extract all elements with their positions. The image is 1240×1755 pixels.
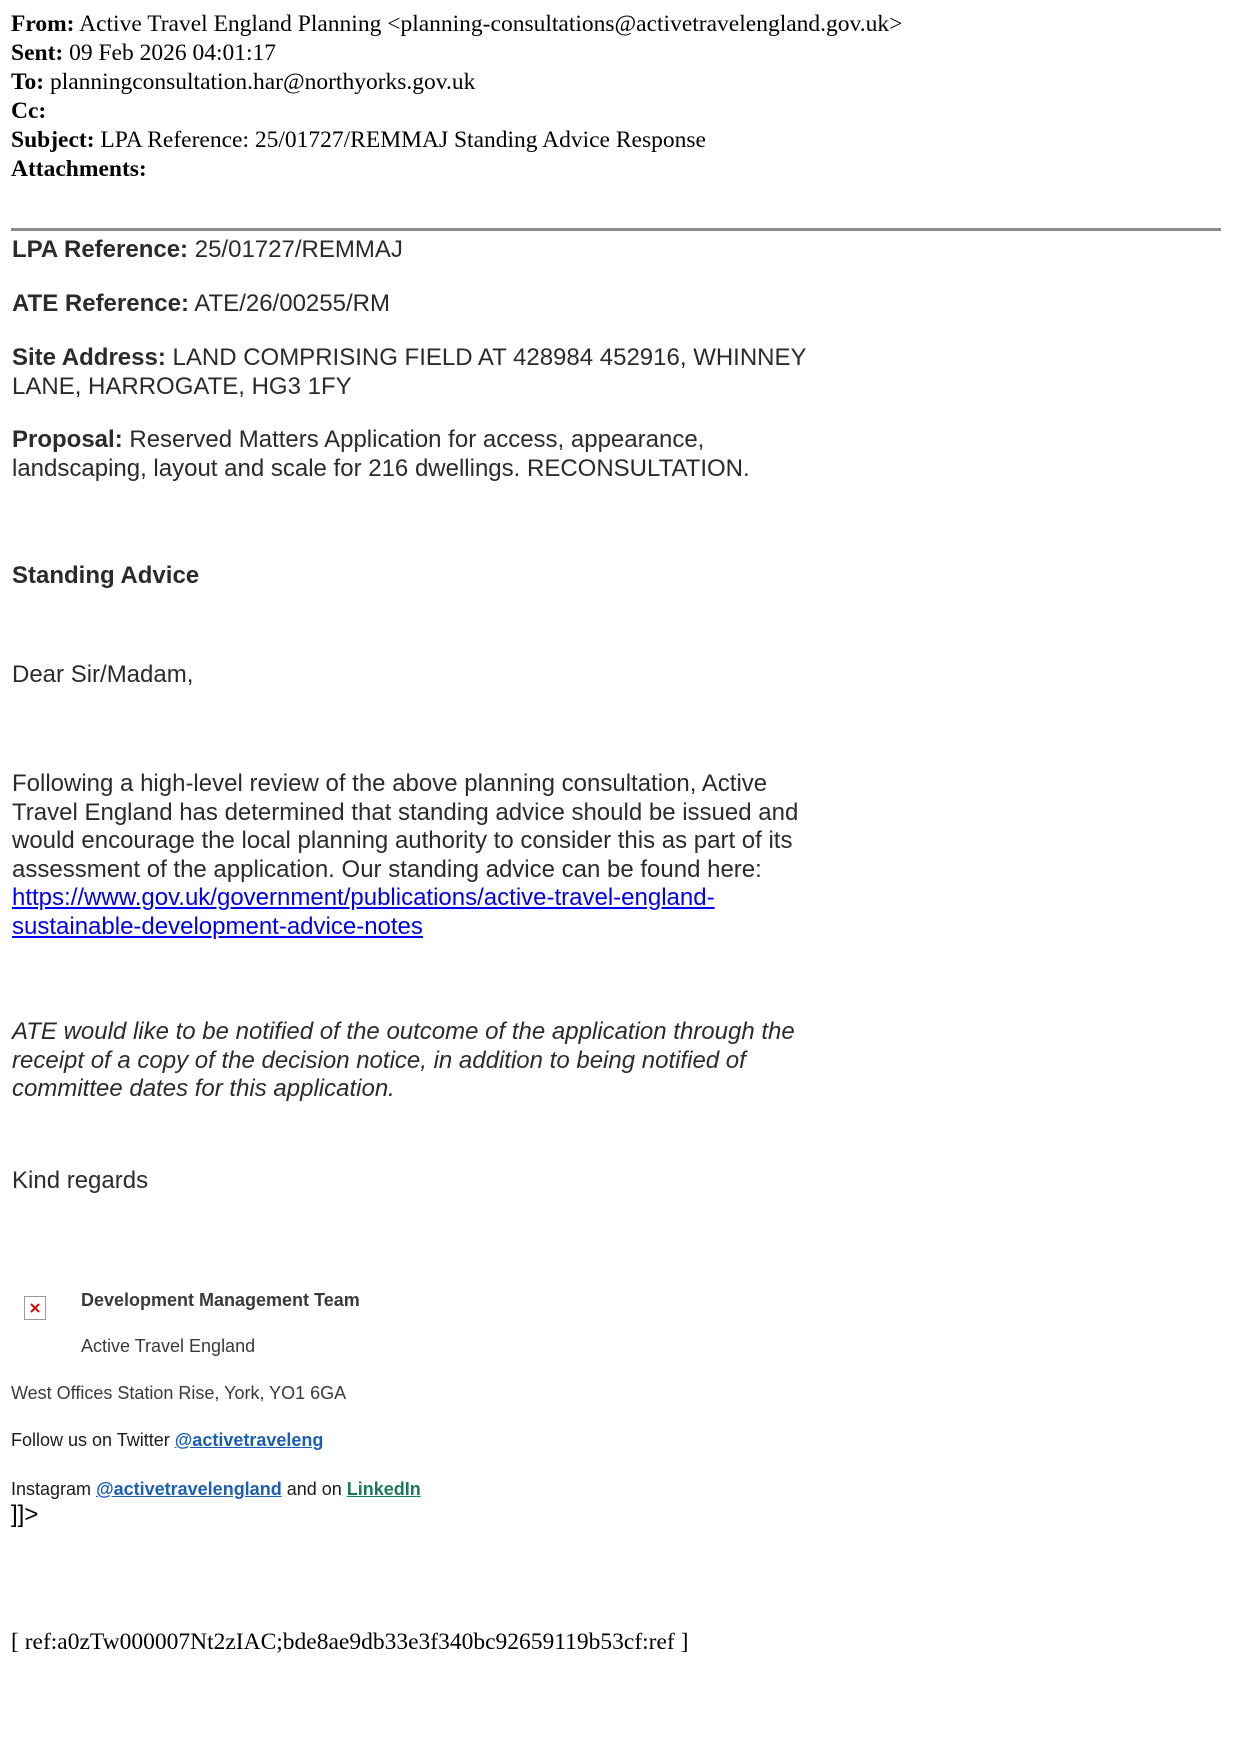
sent-label: Sent: [11,40,64,66]
instagram-line [11,1479,421,1500]
attachments-row [11,155,902,184]
advice-notes-link[interactable] [12,884,715,940]
salutation: Dear Sir/Madam, [12,661,194,688]
sent-row [11,39,902,68]
proposal-line1: Reserved Matters Application for access, appearance, [129,426,705,453]
para-line2: Travel England has determined that standing advice should be issued and [12,798,799,826]
from-row [11,10,902,39]
twitter-line [11,1430,323,1451]
broken-image-icon [24,1296,46,1320]
subject-value: LPA Reference: 25/01727/REMMAJ Standing Advice Response [100,127,706,153]
site-address [12,344,872,401]
reference-token: [ ref:a0zTw000007Nt2zIAC;bde8ae9db33e3f340bc92659119b53cf:ref ] [11,1629,689,1655]
attachments-label: Attachments: [11,156,147,182]
signature-address: West Offices Station Rise, York, YO1 6GA [11,1383,347,1403]
to-value: planningconsultation.har@northyorks.gov.uk [49,69,476,95]
lpa-ref-label: LPA Reference: [12,236,189,263]
link-line2[interactable]: sustainable-development-advice-notes [12,912,423,940]
lpa-ref-value: 25/01727/REMMAJ [194,236,403,263]
broken-image-x-icon [30,1303,40,1313]
site-line2: LANE, HARROGATE, HG3 1FY [12,372,352,400]
standing-advice-heading: Standing Advice [12,562,200,589]
ate-reference [12,290,872,319]
linkedin-link[interactable]: LinkedIn [346,1479,421,1499]
italic-line3: committee dates for this application. [12,1075,395,1102]
email-header [11,10,902,184]
ate-ref-value: ATE/26/00255/RM [194,290,390,317]
advice-paragraph [12,770,872,941]
site-line1: LAND COMPRISING FIELD AT 428984 452916, WHINNEY [172,344,807,371]
cc-row [11,97,902,126]
closing: Kind regards [12,1167,149,1194]
para-line1: Following a high-level review of the above planning consultation, Active [12,770,768,797]
proposal-label: Proposal: [12,426,123,453]
proposal-line2: landscaping, layout and scale for 216 dwellings. RECONSULTATION. [12,454,750,482]
to-row [11,68,902,97]
section-heading [12,562,872,591]
italic-line1: ATE would like to be notified of the outcome of the application through the [12,1018,795,1045]
twitter-prefix: Follow us on Twitter [11,1430,170,1450]
signature-team: Development Management Team [81,1290,360,1310]
and-on-text: and on [286,1479,342,1499]
signature-org: Active Travel England [81,1336,256,1356]
para-line3: would encourage the local planning authority to consider this as part of its [12,827,793,854]
sent-value: 09 Feb 2026 04:01:17 [69,40,277,66]
instagram-prefix: Instagram [11,1479,92,1499]
stray-cdata-text: ]]> [11,1501,39,1528]
header-divider [11,228,1221,231]
link-line1[interactable]: https://www.gov.uk/government/publications/active-travel-england- [12,884,715,911]
italic-line2: receipt of a copy of the decision notice, in addition to being notified of [12,1046,746,1074]
to-label: To: [11,69,45,95]
para-line4: assessment of the application. Our standing advice can be found here: [12,855,762,883]
from-label: From: [11,11,75,37]
lpa-reference [12,236,872,265]
subject-row [11,126,902,155]
notification-request [12,1018,872,1104]
subject-label: Subject: [11,127,95,153]
cc-label: Cc: [11,98,47,124]
site-label: Site Address: [12,344,166,371]
ate-ref-label: ATE Reference: [12,290,189,317]
instagram-link[interactable]: @activetravelengland [96,1479,282,1499]
proposal [12,426,872,483]
twitter-link[interactable]: @activetraveleng [174,1430,324,1450]
from-value: Active Travel England Planning <planning-consultations@activetravelengland.gov.uk> [79,11,903,37]
